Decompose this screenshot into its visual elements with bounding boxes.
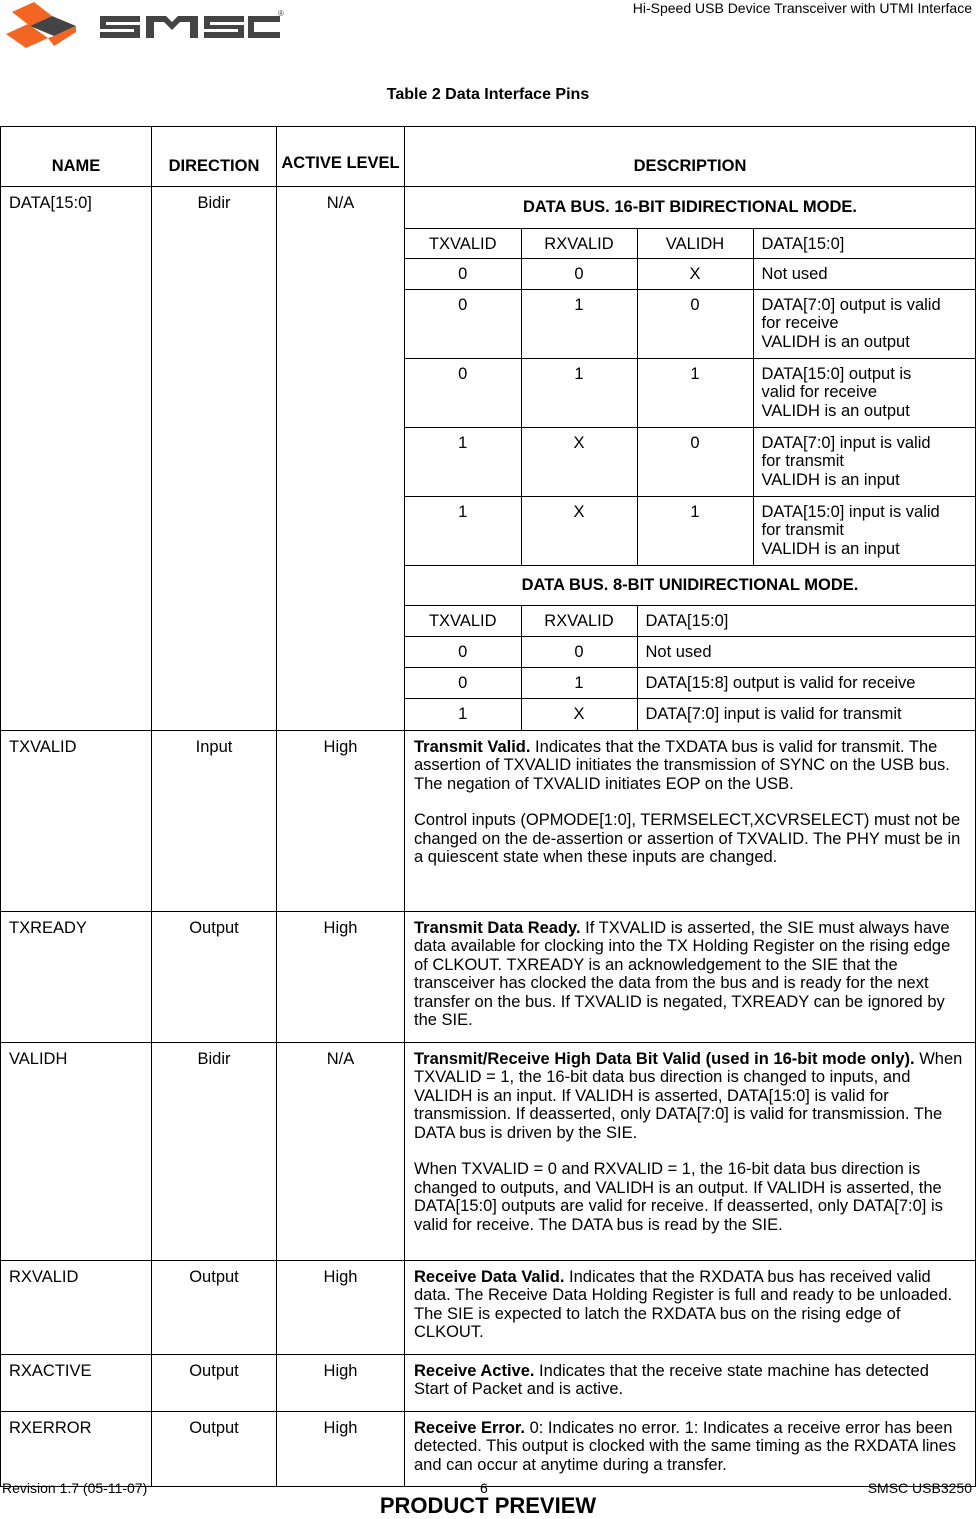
cell xyxy=(753,427,975,496)
col-header-description: DESCRIPTION xyxy=(405,127,976,187)
pin-name: RXVALID xyxy=(1,1260,152,1354)
cell: Not used xyxy=(637,637,975,668)
cell: X xyxy=(521,427,637,496)
unidir-mode-title: DATA BUS. 8-BIT UNIDIRECTIONAL MODE. xyxy=(405,566,975,606)
col-header-direction: DIRECTION xyxy=(152,127,277,187)
cell-line: for transmit xyxy=(761,452,845,470)
description-title: Transmit Data Ready. xyxy=(414,918,581,937)
table-row-txready xyxy=(1,911,976,1042)
pin-active-level: High xyxy=(277,730,405,911)
table-row-validh xyxy=(1,1042,976,1260)
cell-line: for transmit xyxy=(761,521,845,539)
cell-line: VALIDH is an input xyxy=(761,470,900,489)
cell-line: valid for receive xyxy=(761,383,878,401)
logo-diamond-icon xyxy=(6,2,76,48)
cell: 0 xyxy=(637,427,753,496)
cell: 0 xyxy=(521,258,637,289)
bidir-header: TXVALID xyxy=(405,228,521,258)
cell-line: VALIDH is an input xyxy=(761,539,900,558)
pin-description xyxy=(405,1042,976,1260)
unidir-mode-table xyxy=(405,565,975,730)
cell: 0 xyxy=(521,637,637,668)
pin-description xyxy=(405,1354,976,1411)
table-row-rxactive xyxy=(1,1354,976,1411)
description-title: Receive Error. xyxy=(414,1418,525,1437)
footer-revision: Revision 1.7 (05-11-07) xyxy=(2,1480,148,1496)
cell-line: DATA[15:0] input is valid xyxy=(761,502,940,521)
smsc-logo xyxy=(4,2,286,50)
description-text: Indicates that the RXDATA bus has received valid data. The Receive Data Holding Register is full and ready to be unloaded. The SIE is expected to latch the RXDATA bus on the rising edge of CLKOUT. xyxy=(414,1267,953,1341)
cell: 0 xyxy=(405,358,521,427)
pin-active-level: High xyxy=(277,1260,405,1354)
description-title: Transmit/Receive High Data Bit Valid (used in 16-bit mode only). xyxy=(414,1049,915,1068)
pin-name: TXREADY xyxy=(1,911,152,1042)
bidir-mode-title: DATA BUS. 16-BIT BIDIRECTIONAL MODE. xyxy=(405,187,975,228)
cell: 1 xyxy=(405,496,521,565)
pin-description xyxy=(405,730,976,911)
logo-wordmark xyxy=(100,16,280,38)
cell: 1 xyxy=(521,358,637,427)
bidir-row xyxy=(405,358,975,427)
cell: 0 xyxy=(405,258,521,289)
cell xyxy=(753,289,975,358)
footer-page-number: 6 xyxy=(480,1480,488,1496)
table-row-rxerror xyxy=(1,1411,976,1487)
cell: 1 xyxy=(405,699,521,730)
pin-description xyxy=(405,1260,976,1354)
cell: 0 xyxy=(637,289,753,358)
header-title: Hi-Speed USB Device Transceiver with UTMI Interface xyxy=(632,0,972,16)
cell: X xyxy=(521,699,637,730)
pin-direction: Bidir xyxy=(152,187,277,731)
unidir-header: TXVALID xyxy=(405,606,521,637)
bidir-header: VALIDH xyxy=(637,228,753,258)
data-bus-modes xyxy=(405,187,976,731)
cell: 0 xyxy=(405,289,521,358)
cell: 1 xyxy=(405,427,521,496)
cell xyxy=(753,496,975,565)
unidir-header: RXVALID xyxy=(521,606,637,637)
pin-active-level: N/A xyxy=(277,1042,405,1260)
registered-mark: ® xyxy=(278,9,284,18)
pin-direction: Output xyxy=(152,1260,277,1354)
table-row-data xyxy=(1,187,976,731)
table-caption: Table 2 Data Interface Pins xyxy=(386,86,590,103)
description-text: Control inputs (OPMODE[1:0], TERMSELECT,XCVRSELECT) must not be changed on the de-assertion or assertion of TXVALID. The PHY must be in a quiescent state when these inputs are changed. xyxy=(414,811,961,866)
cell xyxy=(753,358,975,427)
bidir-header: DATA[15:0] xyxy=(753,228,975,258)
cell-line: DATA[7:0] output is valid xyxy=(761,295,941,314)
pin-active-level: N/A xyxy=(277,187,405,731)
bidir-row xyxy=(405,427,975,496)
pin-direction: Bidir xyxy=(152,1042,277,1260)
cell: 1 xyxy=(637,358,753,427)
unidir-row xyxy=(405,668,975,699)
unidir-header-row xyxy=(405,606,975,637)
description-text: 0: Indicates no error. 1: Indicates a receive error has been detected. This output is clocked with the same timing as the RXDATA lines and can occur at anytime during a transfer. xyxy=(414,1418,957,1474)
pin-active-level: High xyxy=(277,1354,405,1411)
data-interface-pins-table xyxy=(0,126,975,1487)
pin-name: TXVALID xyxy=(1,730,152,911)
bidir-mode-table xyxy=(405,187,975,565)
cell: 1 xyxy=(521,289,637,358)
pin-direction: Input xyxy=(152,730,277,911)
pin-description xyxy=(405,1411,976,1487)
description-text: When TXVALID = 1, the 16-bit data bus direction is changed to inputs, and VALIDH is an input. If VALIDH is asserted, DATA[15:0] is valid for transmission. If deasserted, only DATA[7:0] is valid for transmission. The DATA bus is driven by the SIE. xyxy=(414,1049,963,1142)
unidir-header: DATA[15:0] xyxy=(637,606,975,637)
pin-name: RXERROR xyxy=(1,1411,152,1487)
col-header-name: NAME xyxy=(1,127,152,187)
cell: X xyxy=(637,258,753,289)
description-text: Indicates that the TXDATA bus is valid for transmit. The assertion of TXVALID initiates the transmission of SYNC on the USB bus. The negation of TXVALID initiates EOP on the USB. xyxy=(414,737,950,793)
cell: Not used xyxy=(753,258,975,289)
table-header-row xyxy=(1,127,976,187)
pin-direction: Output xyxy=(152,911,277,1042)
pin-name: DATA[15:0] xyxy=(1,187,152,731)
bidir-header: RXVALID xyxy=(521,228,637,258)
bidir-row xyxy=(405,258,975,289)
bidir-row xyxy=(405,496,975,565)
description-title: Receive Data Valid. xyxy=(414,1267,565,1286)
cell: DATA[7:0] input is valid for transmit xyxy=(637,699,975,730)
cell-line: DATA[15:0] output is xyxy=(761,364,912,383)
table-row-rxvalid xyxy=(1,1260,976,1354)
pin-active-level: High xyxy=(277,911,405,1042)
cell: DATA[15:8] output is valid for receive xyxy=(637,668,975,699)
cell-line: VALIDH is an output xyxy=(761,401,910,420)
col-header-active-level: ACTIVE LEVEL xyxy=(277,127,405,187)
footer-doc-id: SMSC USB3250 xyxy=(867,1480,972,1496)
description-text: If TXVALID is asserted, the SIE must always have data available for clocking into the TX Holding Register on the rising edge of CLKOUT. TXREADY is an acknowledgement to the SIE that the transceiver has clocked the data from the bus and is ready for the next transfer on the bus. If TXVALID is negated, TXREADY can be ignored by the SIE. xyxy=(414,918,951,1029)
pin-name: RXACTIVE xyxy=(1,1354,152,1411)
pin-direction: Output xyxy=(152,1354,277,1411)
unidir-row xyxy=(405,699,975,730)
pin-active-level: High xyxy=(277,1411,405,1487)
table-row-txvalid xyxy=(1,730,976,911)
pin-direction: Output xyxy=(152,1411,277,1487)
description-text: Indicates that the receive state machine has detected Start of Packet and is active. xyxy=(414,1361,929,1398)
cell-line: DATA[7:0] input is valid xyxy=(761,433,931,452)
bidir-header-row xyxy=(405,228,975,258)
cell: 1 xyxy=(521,668,637,699)
cell-line: VALIDH is an output xyxy=(761,332,910,351)
cell-line: for receive xyxy=(761,314,839,332)
cell: X xyxy=(521,496,637,565)
pin-description xyxy=(405,911,976,1042)
cell: 1 xyxy=(637,496,753,565)
description-text: When TXVALID = 0 and RXVALID = 1, the 16-bit data bus direction is changed to outputs, and VALIDH is an output. If VALIDH is asserted, the DATA[15:0] outputs are valid for receive. If deasserted, only DATA[7:0] is valid for receive. The DATA bus is read by the SIE. xyxy=(414,1160,943,1234)
description-title: Transmit Valid. xyxy=(414,737,531,756)
pin-name: VALIDH xyxy=(1,1042,152,1260)
cell: 0 xyxy=(405,668,521,699)
bidir-row xyxy=(405,289,975,358)
footer-banner: PRODUCT PREVIEW xyxy=(379,1493,597,1518)
description-title: Receive Active. xyxy=(414,1361,535,1380)
unidir-row xyxy=(405,637,975,668)
cell: 0 xyxy=(405,637,521,668)
